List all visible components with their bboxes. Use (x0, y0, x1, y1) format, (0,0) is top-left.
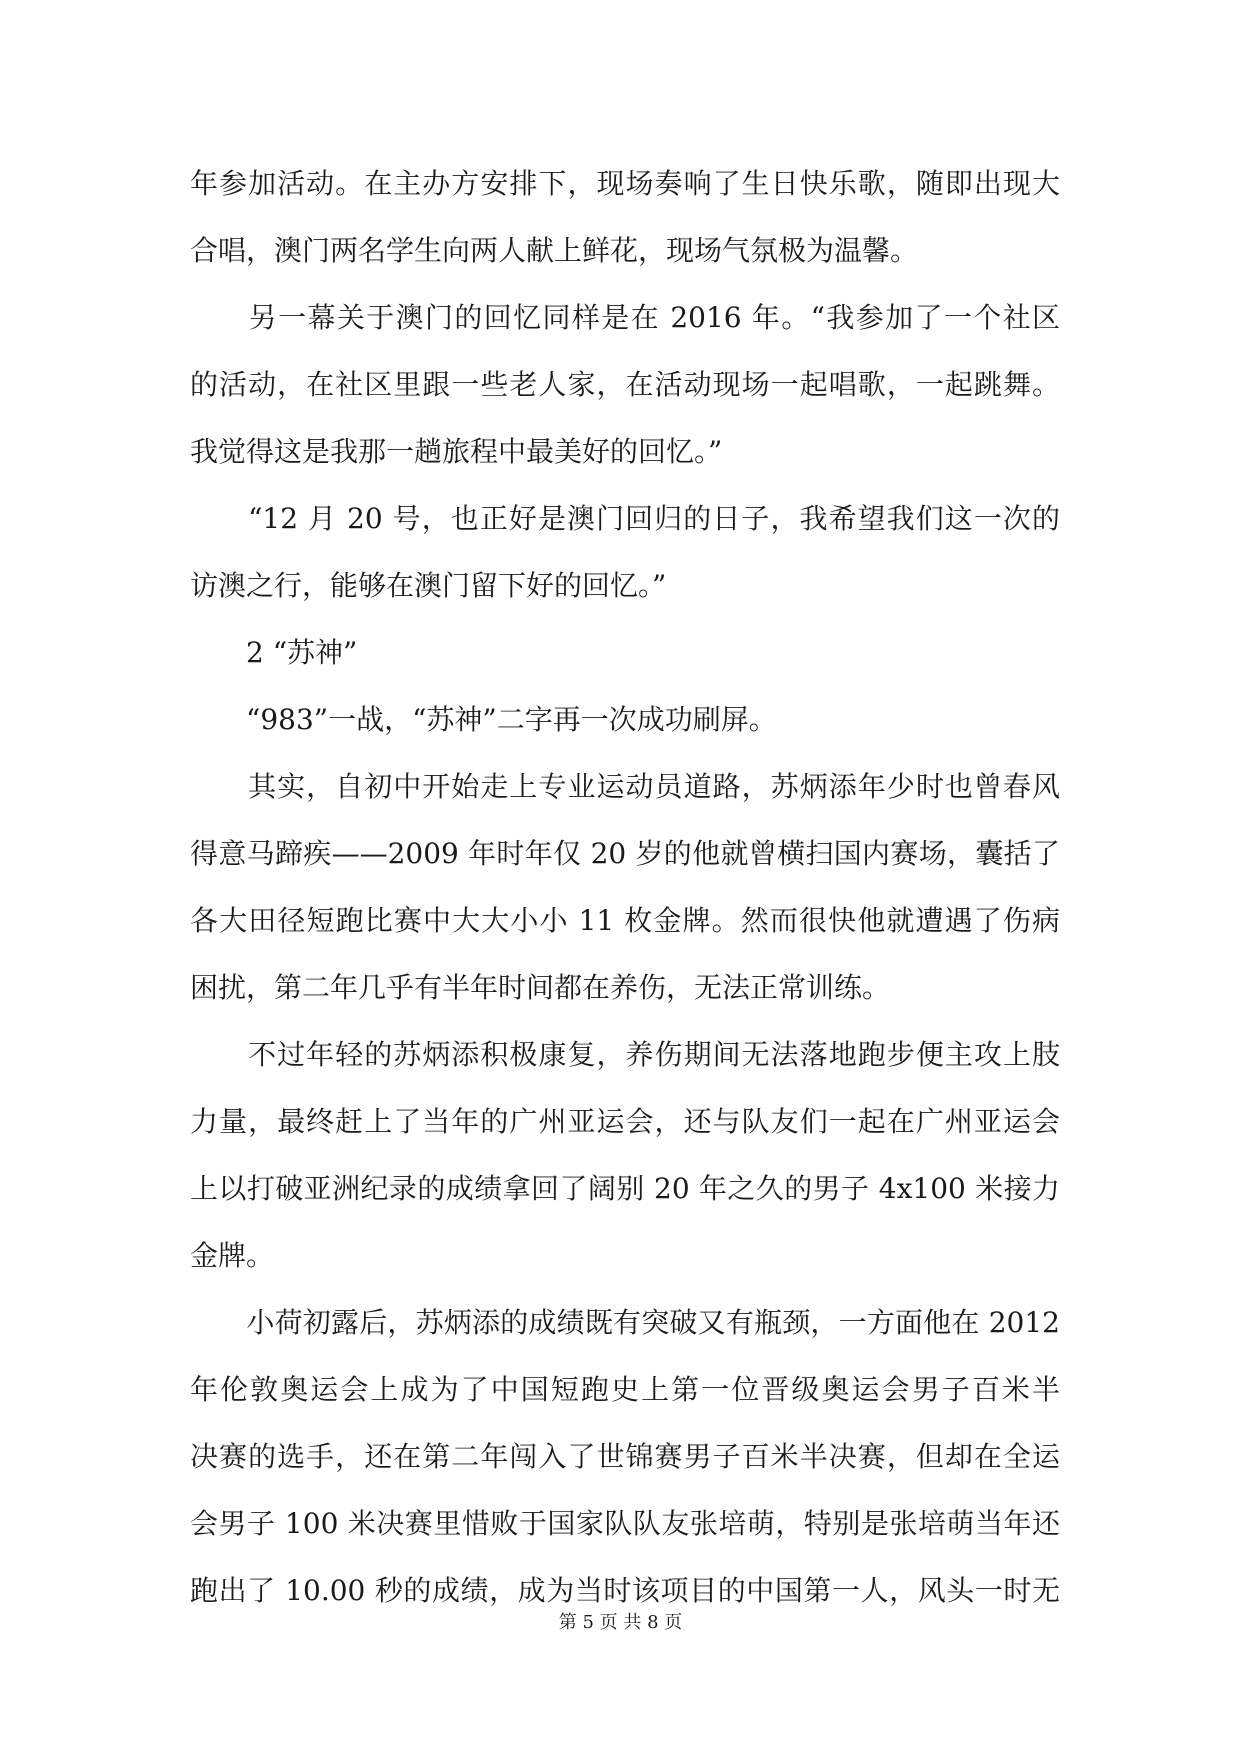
text-line: 我觉得这是我那一趟旅程中最美好的回忆。” (190, 435, 723, 468)
text-line: 力量，最终赶上了当年的广州亚运会，还与队友们一起在广州亚运会 (190, 1105, 1060, 1138)
body-text (190, 150, 1060, 1624)
text-line: 得意马蹄疾——2009 年时年仅 20 岁的他就曾横扫国内赛场，囊括了 (190, 837, 1060, 870)
page-footer: 第 5 页 共 8 页 (558, 1612, 683, 1633)
text-line: 会男子 100 米决赛里惜败于国家队队友张培萌，特别是张培萌当年还 (190, 1507, 1060, 1540)
text-line: “12 月 20 号，也正好是澳门回归的日子，我希望我们这一次的 (190, 502, 1060, 535)
text-line: 金牌。 (190, 1239, 275, 1272)
text-line: 访澳之行，能够在澳门留下好的回忆。” (190, 569, 667, 602)
text-line: 跑出了 10.00 秒的成绩，成为当时该项目的中国第一人，风头一时无 (190, 1574, 1060, 1607)
text-line: 各大田径短跑比赛中大大小小 11 枚金牌。然而很快他就遭遇了伤病 (190, 904, 1060, 937)
text-line: “983”一战，“苏神”二字再一次成功刷屏。 (190, 703, 777, 736)
text-line: 年伦敦奥运会上成为了中国短跑史上第一位晋级奥运会男子百米半 (190, 1373, 1060, 1406)
text-line: 小荷初露后，苏炳添的成绩既有突破又有瓶颈，一方面他在 2012 (190, 1306, 1060, 1339)
text-line: 上以打破亚洲纪录的成绩拿回了阔别 20 年之久的男子 4x100 米接力 (190, 1172, 1060, 1205)
text-line: 合唱，澳门两名学生向两人献上鲜花，现场气氛极为温馨。 (190, 234, 919, 267)
text-line: 不过年轻的苏炳添积极康复，养伤期间无法落地跑步便主攻上肢 (190, 1038, 1060, 1071)
text-line: 决赛的选手，还在第二年闯入了世锦赛男子百米半决赛，但却在全运 (190, 1440, 1060, 1473)
text-line: 其实，自初中开始走上专业运动员道路，苏炳添年少时也曾春风 (190, 770, 1060, 803)
text-line: 年参加活动。在主办方安排下，现场奏响了生日快乐歌，随即出现大 (190, 167, 1060, 200)
text-line: 的活动，在社区里跟一些老人家，在活动现场一起唱歌，一起跳舞。 (190, 368, 1060, 401)
text-line: 另一幕关于澳门的回忆同样是在 2016 年。“我参加了一个社区 (190, 301, 1060, 334)
section-heading: 2 “苏神” (190, 636, 358, 669)
text-line: 困扰，第二年几乎有半年时间都在养伤，无法正常训练。 (190, 971, 891, 1004)
